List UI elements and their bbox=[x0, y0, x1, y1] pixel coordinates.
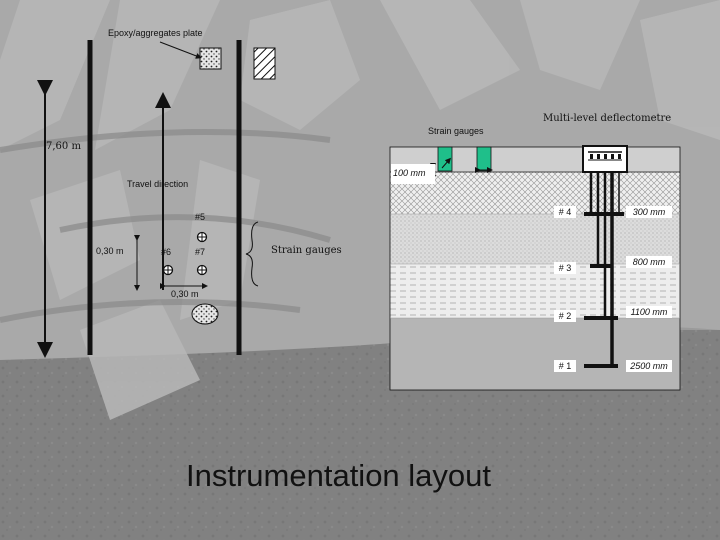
gauge-7-label: #7 bbox=[195, 247, 206, 257]
epoxy-plate bbox=[200, 48, 221, 69]
gauge-5-label: #5 bbox=[195, 212, 206, 222]
deflectometer-head bbox=[583, 146, 627, 172]
layer-3-thickness: 800 mm bbox=[626, 256, 672, 268]
gauge-5-marker bbox=[198, 233, 207, 242]
spacing-left-label: 0,30 m bbox=[96, 246, 124, 256]
travel-direction-label: Travel direction bbox=[127, 179, 189, 189]
layer-1-id: # 1 bbox=[554, 360, 576, 372]
gauge-6-label: #6 bbox=[161, 247, 172, 257]
layer-2-thickness: 1100 mm bbox=[626, 306, 672, 318]
layer-4-id: # 4 bbox=[554, 206, 576, 218]
deflectometer-label: Multi-level deflectometre bbox=[543, 113, 672, 124]
deflectometer-plan-marker bbox=[192, 304, 218, 324]
depth-label: 100 mm bbox=[391, 164, 435, 184]
plan-strain-gauges-label: Strain gauges bbox=[271, 245, 342, 256]
gauge-7-marker bbox=[198, 266, 207, 275]
hatched-plate bbox=[254, 48, 275, 79]
strain-gauge-1 bbox=[438, 147, 452, 171]
layer-1 bbox=[390, 318, 680, 390]
layer-2-id: # 2 bbox=[554, 310, 576, 322]
slide-title: Instrumentation layout bbox=[186, 458, 492, 493]
layer-3-id: # 3 bbox=[554, 262, 576, 274]
gauge-6-marker bbox=[164, 266, 173, 275]
strain-gauge-2 bbox=[477, 147, 491, 171]
spacing-bottom-label: 0,30 m bbox=[171, 289, 199, 299]
layer-1-thickness: 2500 mm bbox=[626, 360, 672, 372]
plate-label: Epoxy/aggregates plate bbox=[108, 28, 203, 38]
layer-4-thickness: 300 mm bbox=[626, 206, 672, 218]
section-strain-gauges-label: Strain gauges bbox=[428, 126, 484, 136]
lane-width-label: 7,60 m bbox=[46, 141, 81, 152]
